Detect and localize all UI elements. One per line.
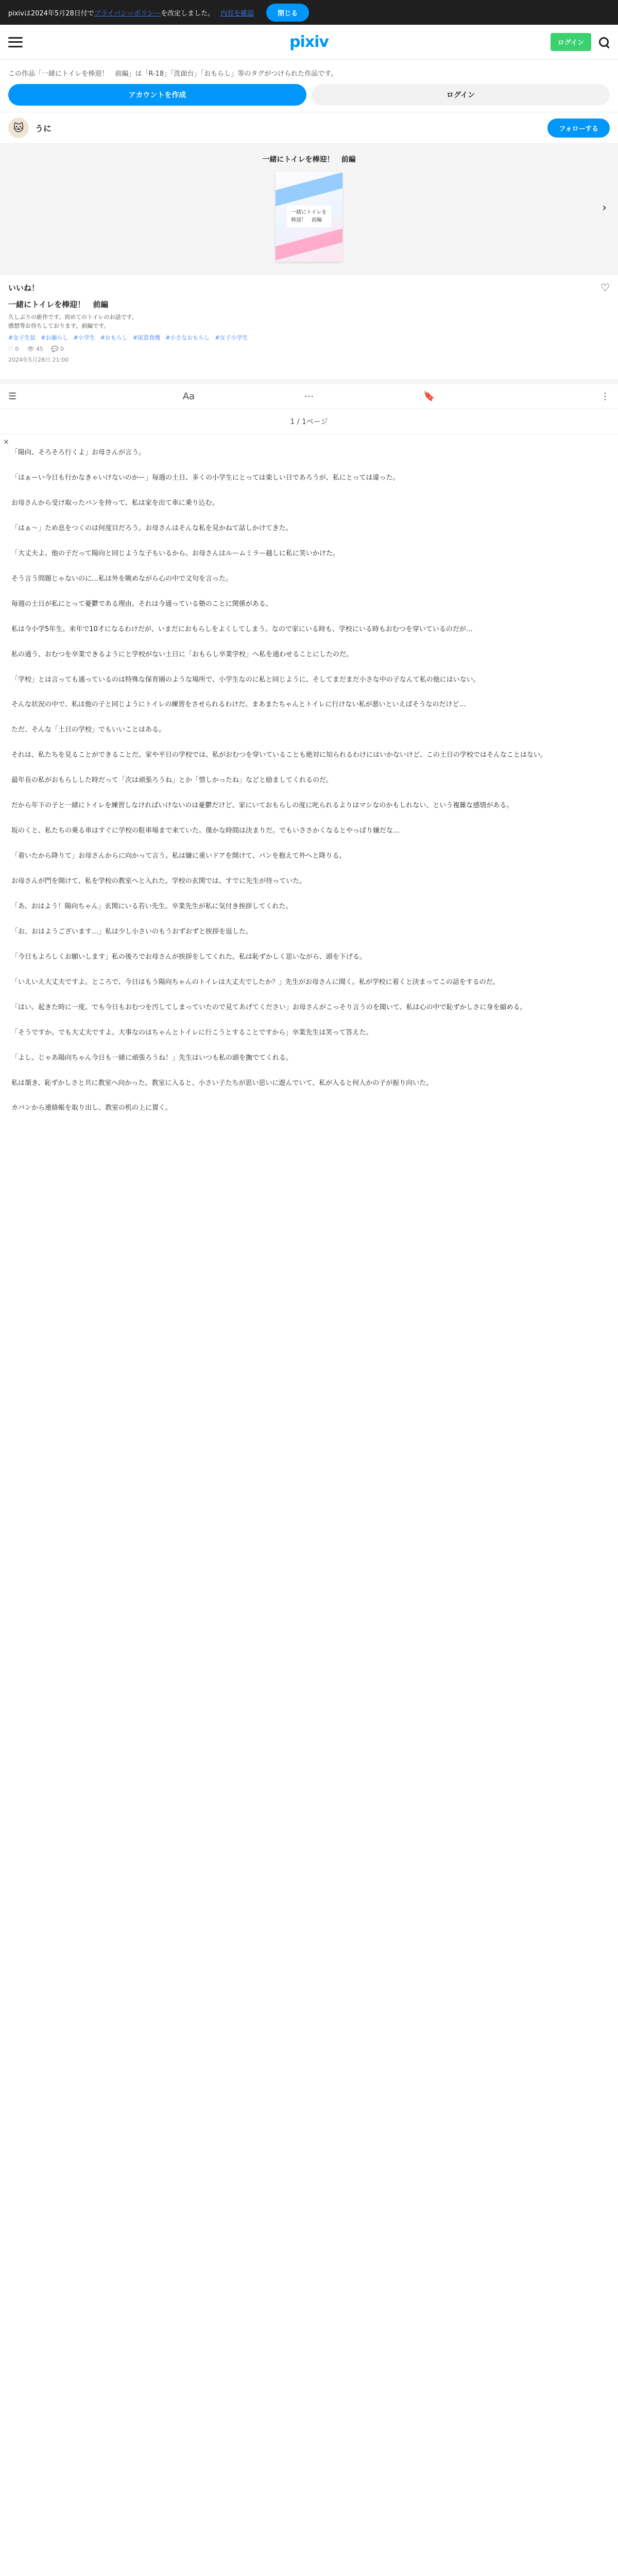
tag[interactable]: #おもらし <box>100 334 128 342</box>
cover-image[interactable] <box>276 172 342 262</box>
close-icon[interactable]: × <box>3 438 9 447</box>
bookmark-icon[interactable]: 🔖 <box>423 391 435 402</box>
novel-paragraph: 「はぁ～」ため息をつくのは何度目だろう。お母さんはそんな私を見かねて話しかけてきた。 <box>11 524 293 532</box>
tag[interactable]: #小学生 <box>73 334 95 342</box>
publish-date: 2024年5月28日 21:00 <box>8 357 69 364</box>
follow-button[interactable]: フォローする <box>547 118 610 138</box>
tag[interactable]: #女子小学生 <box>215 334 248 342</box>
novel-paragraph: 私は今小学5年生。来年で10才になるわけだが、いまだにおもらしをよくしてしまう。なので家にいる時も、学校にいる時もおむつを穿いているのだが… <box>11 625 473 633</box>
novel-paragraph: 「陽向、そろそろ行くよ」お母さんが言う。 <box>11 449 146 457</box>
novel-paragraph: 私の通う、おむつを卒業できるようにと学校がない土日に「おもらし卒業学校」へ私を通わせることにしたのだ。 <box>11 650 353 658</box>
caption: 久しぶりの新作です。初めてのトイレのお話です。 感想等お待ちしております。前編です。 <box>8 314 138 330</box>
auth-row <box>0 84 618 112</box>
more-icon[interactable]: ⋯ <box>304 391 314 402</box>
notice-more-link[interactable]: 内容を確認 <box>220 9 254 18</box>
tag-list <box>8 333 610 342</box>
novel-paragraph: 「はい。起きた時に一度。でも今日もおむつを汚してしまっていたので見てあげてください」お母さんがこっそり言うのを聞いて、私は心の中で恥ずかしさに身を縮める。 <box>11 1003 527 1011</box>
novel-paragraph: 毎週の土日が私にとって憂鬱である理由。それは今通っている塾のことに関係がある。 <box>11 600 272 608</box>
comment-count: 💬 0 <box>51 346 64 353</box>
menu-icon[interactable] <box>8 37 23 47</box>
novel-paragraph: 最年長の私がおもらしした時だって「次は頑張ろうね」とか「惜しかったね」などと励ましてくれるのだ。 <box>11 776 333 785</box>
novel-paragraph: 「いえいえ大丈夫ですよ。ところで、今日はもう陽向ちゃんのトイレは大丈夫でしたか？」先生がお母さんに聞く。私が学校に着くと決まってこの話をするのだ。 <box>11 978 500 986</box>
novel-paragraph: 「そうですか。でも大丈夫ですよ。大事なのはちゃんとトイレに行こうとすることですから」卒業先生は笑って答えた。 <box>11 1028 373 1037</box>
novel-paragraph: 「今日もよろしくお願いします」私の後ろでお母さんが挨拶をしてくれた。私は恥ずかしく思いながら、頭を下げる。 <box>11 953 366 961</box>
divider <box>0 379 618 384</box>
cover-area <box>0 144 618 275</box>
notice-bar <box>0 0 618 25</box>
cover-title: 一緒にトイレを棒迎！ 前編 <box>262 156 356 164</box>
like-count: ♡ 0 <box>8 346 19 353</box>
novel-paragraph: ただ、そんな「土日の学校」でもいいことはある。 <box>11 726 166 734</box>
pixiv-logo[interactable]: pixiv <box>289 33 329 51</box>
novel-paragraph: お母さんから受け取ったパンを持って、私は家を出て車に乗り込む。 <box>11 499 219 507</box>
heart-icon[interactable]: ♡ <box>600 281 610 294</box>
header <box>0 25 618 60</box>
stats <box>8 346 610 352</box>
tag[interactable]: #小さなおもらし <box>165 334 210 342</box>
novel-paragraph: 「あ、おはよう！陽向ちゃん」玄関にいる若い先生。卒業先生が私に気付き挨拶してくれた。 <box>11 902 293 910</box>
novel-paragraph: 私は頷き、恥ずかしさと共に教室へ向かった。教室に入ると、小さい子たちが思い思いに遊んでいて、私が入ると何人かの子が振り向いた。 <box>11 1079 433 1087</box>
novel-paragraph: そんな状況の中で、私は他の子と同じようにトイレの練習をさせられるわけだ。まあまたちゃんとトイレに行けない私が悪いといえばそうなのだけど… <box>11 701 466 709</box>
chevron-right-icon[interactable]: › <box>602 201 607 214</box>
novel-paragraph: 「着いたから降りて」お母さんからに向かって言う。私は嫌に重いドアを開けて、パンを抱えて外へと降りる。 <box>11 852 346 860</box>
toc-icon[interactable]: ☰ <box>8 391 17 402</box>
work-meta <box>0 275 618 370</box>
reader-toolbar <box>0 384 618 409</box>
search-icon[interactable] <box>598 37 610 48</box>
like-label: いいね！ <box>8 283 40 293</box>
novel-paragraph: そう言う問題じゃないのに…私は外を眺めながら心の中で文句を言った。 <box>11 574 233 583</box>
novel-paragraph: 「大丈夫よ。他の子だって陽向と同じような子もいるから。お母さんはルームミラー越しに私に笑いかけた。 <box>11 549 340 557</box>
novel-body <box>0 434 618 1115</box>
novel-paragraph: 「お、おはようございます…」私は少し小さいのもうおずおずと挨拶を返した。 <box>11 927 253 936</box>
tag[interactable]: #女子生徒 <box>8 334 36 342</box>
page-indicator: 1 / 1ページ <box>0 409 618 434</box>
author-name[interactable]: うに <box>35 123 52 133</box>
view-count: 👁 45 <box>27 346 43 353</box>
signup-button[interactable]: アカウントを作成 <box>8 84 306 106</box>
novel-paragraph: それは、私たちを見ることができることだ。家や平日の学校では、私がおむつを穿いていることも絶対に知られるわけにはいかないけど、この土日の学校ではそんなことはない。 <box>11 751 547 759</box>
novel-paragraph: カバンから連絡帳を取り出し、教室の机の上に置く。 <box>11 1104 172 1112</box>
novel-paragraph: 「学校」とは言っても通っているのは特殊な保育園のような場所で、小学生なのに私と同じように、そしてまだまだ小さな中の子なんて私の他にはいない。 <box>11 675 480 684</box>
privacy-policy-link[interactable]: プライバシーポリシー <box>94 9 161 18</box>
notice-text: pixivは2024年5月28日付でプライバシーポリシーを改定しました。 <box>8 9 215 18</box>
novel-paragraph: 坂のくと、私たちの乗る車はすぐに学校の駐車場まで来ていた。僅かな時間は決まりだ。でもいささかくなるとやっぱり嫌だな… <box>11 827 400 835</box>
cover-card-text: 一緒にトイレを棒迎！ 前編 <box>287 206 331 227</box>
novel-paragraph: お母さんが門を開けて、私を学校の教室へと入れた。学校の玄関では、すでに先生が待っていた。 <box>11 877 306 886</box>
author-bar <box>0 112 618 144</box>
tag[interactable]: #お漏らし <box>41 334 68 342</box>
login-button[interactable]: ログイン <box>312 84 610 106</box>
novel-paragraph: 「はぁーい今日も行かなきゃいけないのかー」毎週の土日、多くの小学生にとっては楽しい日であろうが、私にとっては違った。 <box>11 474 400 482</box>
novel-paragraph: だから年下の子と一緒にトイレを練習しなければいけないのは憂鬱だけど、家にいておもらしの度に叱られるよりはマシなのかもしれない、という複雑な感情がある。 <box>11 802 513 810</box>
content-notice: この作品「一緒にトイレを棒迎！ 前編」は「R-18」「洗面台」「おもらし」等のタグがつけられた作品です。 <box>8 70 338 78</box>
header-login-button[interactable]: ログイン <box>551 33 591 51</box>
avatar[interactable]: 🐱 <box>8 117 29 138</box>
work-title: 一緒にトイレを棒迎！ 前編 <box>8 300 109 309</box>
font-settings-icon[interactable]: Aa <box>182 391 195 402</box>
tag[interactable]: #尿意我慢 <box>132 334 161 342</box>
menu-dots-icon[interactable]: ⋮ <box>600 391 610 402</box>
novel-paragraph: 「よし、じゃあ陽向ちゃん今日も一緒に頑張ろうね！」先生はいつも私の頭を撫でてくれる。 <box>11 1054 293 1062</box>
notice-close-button[interactable]: 閉じる <box>266 4 309 22</box>
